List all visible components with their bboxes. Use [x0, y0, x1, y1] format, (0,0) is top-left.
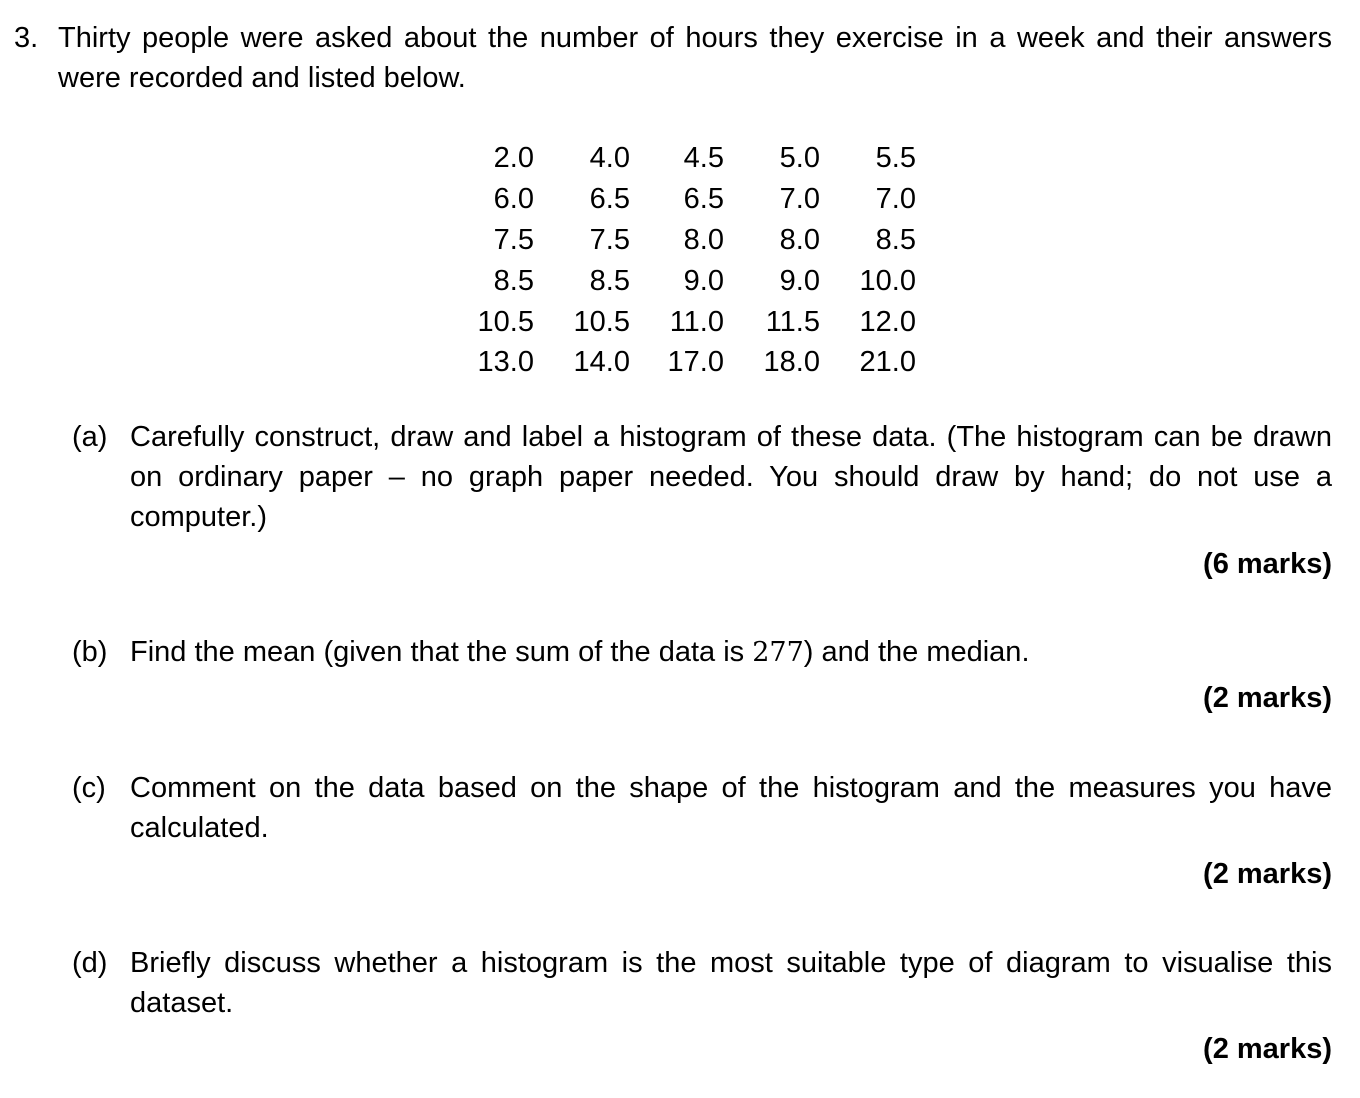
part-b-label: (b)	[72, 636, 108, 668]
data-cell: 18.0	[763, 346, 820, 379]
part-c-label: (c)	[72, 772, 106, 804]
data-sum-value: 277	[752, 637, 804, 668]
data-cell: 4.0	[589, 142, 630, 175]
data-row	[462, 220, 916, 261]
data-cell: 10.5	[573, 305, 630, 338]
part-d	[72, 943, 1332, 1023]
data-row	[462, 301, 916, 342]
part-c-marks: (2 marks)	[1203, 858, 1332, 890]
part-b-marks: (2 marks)	[1203, 682, 1332, 714]
part-a-text: Carefully construct, draw and label a histogram of these data. (The histogram can be drawn on ordinary paper – no graph paper needed. You should draw by hand; do not use a computer.)	[130, 421, 1332, 533]
data-cell: 14.0	[573, 346, 630, 379]
question-number: 3.	[14, 22, 39, 54]
data-cell: 7.5	[493, 223, 534, 256]
data-cell: 6.0	[493, 183, 534, 216]
data-cell: 21.0	[859, 346, 916, 379]
data-cell: 11.5	[765, 305, 820, 338]
part-d-marks: (2 marks)	[1203, 1033, 1332, 1065]
part-c-text: Comment on the data based on the shape of the histogram and the measures you have calculated.	[130, 772, 1332, 844]
data-cell: 8.5	[875, 223, 916, 256]
data-cell: 9.0	[683, 264, 724, 297]
data-row	[462, 179, 916, 220]
part-d-text: Briefly discuss whether a histogram is the most suitable type of diagram to visualise this dataset.	[130, 947, 1332, 1019]
data-cell: 6.5	[683, 183, 724, 216]
part-b-text-after: ) and the median.	[803, 636, 1030, 668]
question-header	[14, 18, 1332, 98]
data-cell: 5.5	[875, 142, 916, 175]
exercise-hours-data-table	[462, 138, 916, 383]
data-row	[462, 260, 916, 301]
question-3	[14, 18, 1332, 98]
part-a-label: (a)	[72, 421, 108, 453]
part-a	[72, 417, 1332, 537]
part-a-marks: (6 marks)	[1203, 548, 1332, 580]
part-b-text	[130, 632, 1332, 673]
data-cell: 9.0	[779, 264, 820, 297]
data-cell: 10.5	[477, 305, 534, 338]
part-d-label: (d)	[72, 947, 108, 979]
data-cell: 11.0	[669, 305, 724, 338]
data-cell: 4.5	[683, 142, 724, 175]
part-b-text-before: Find the mean (given that the sum of the data is	[130, 636, 753, 668]
part-b	[72, 632, 1332, 673]
data-row	[462, 138, 916, 179]
data-cell: 7.5	[589, 223, 630, 256]
data-cell: 13.0	[477, 346, 534, 379]
data-row	[462, 342, 916, 383]
data-cell: 12.0	[859, 305, 916, 338]
data-cell: 6.5	[589, 183, 630, 216]
data-cell: 2.0	[493, 142, 534, 175]
data-cell: 17.0	[667, 346, 724, 379]
data-cell: 8.5	[493, 264, 534, 297]
data-cell: 8.0	[683, 223, 724, 256]
data-cell: 8.5	[589, 264, 630, 297]
data-cell: 7.0	[779, 183, 820, 216]
data-cell: 10.0	[859, 264, 916, 297]
data-cell: 8.0	[779, 223, 820, 256]
data-cell: 7.0	[875, 183, 916, 216]
part-c	[72, 768, 1332, 848]
data-cell: 5.0	[779, 142, 820, 175]
question-text: Thirty people were asked about the number of hours they exercise in a week and their answers were recorded and listed below.	[58, 22, 1332, 94]
